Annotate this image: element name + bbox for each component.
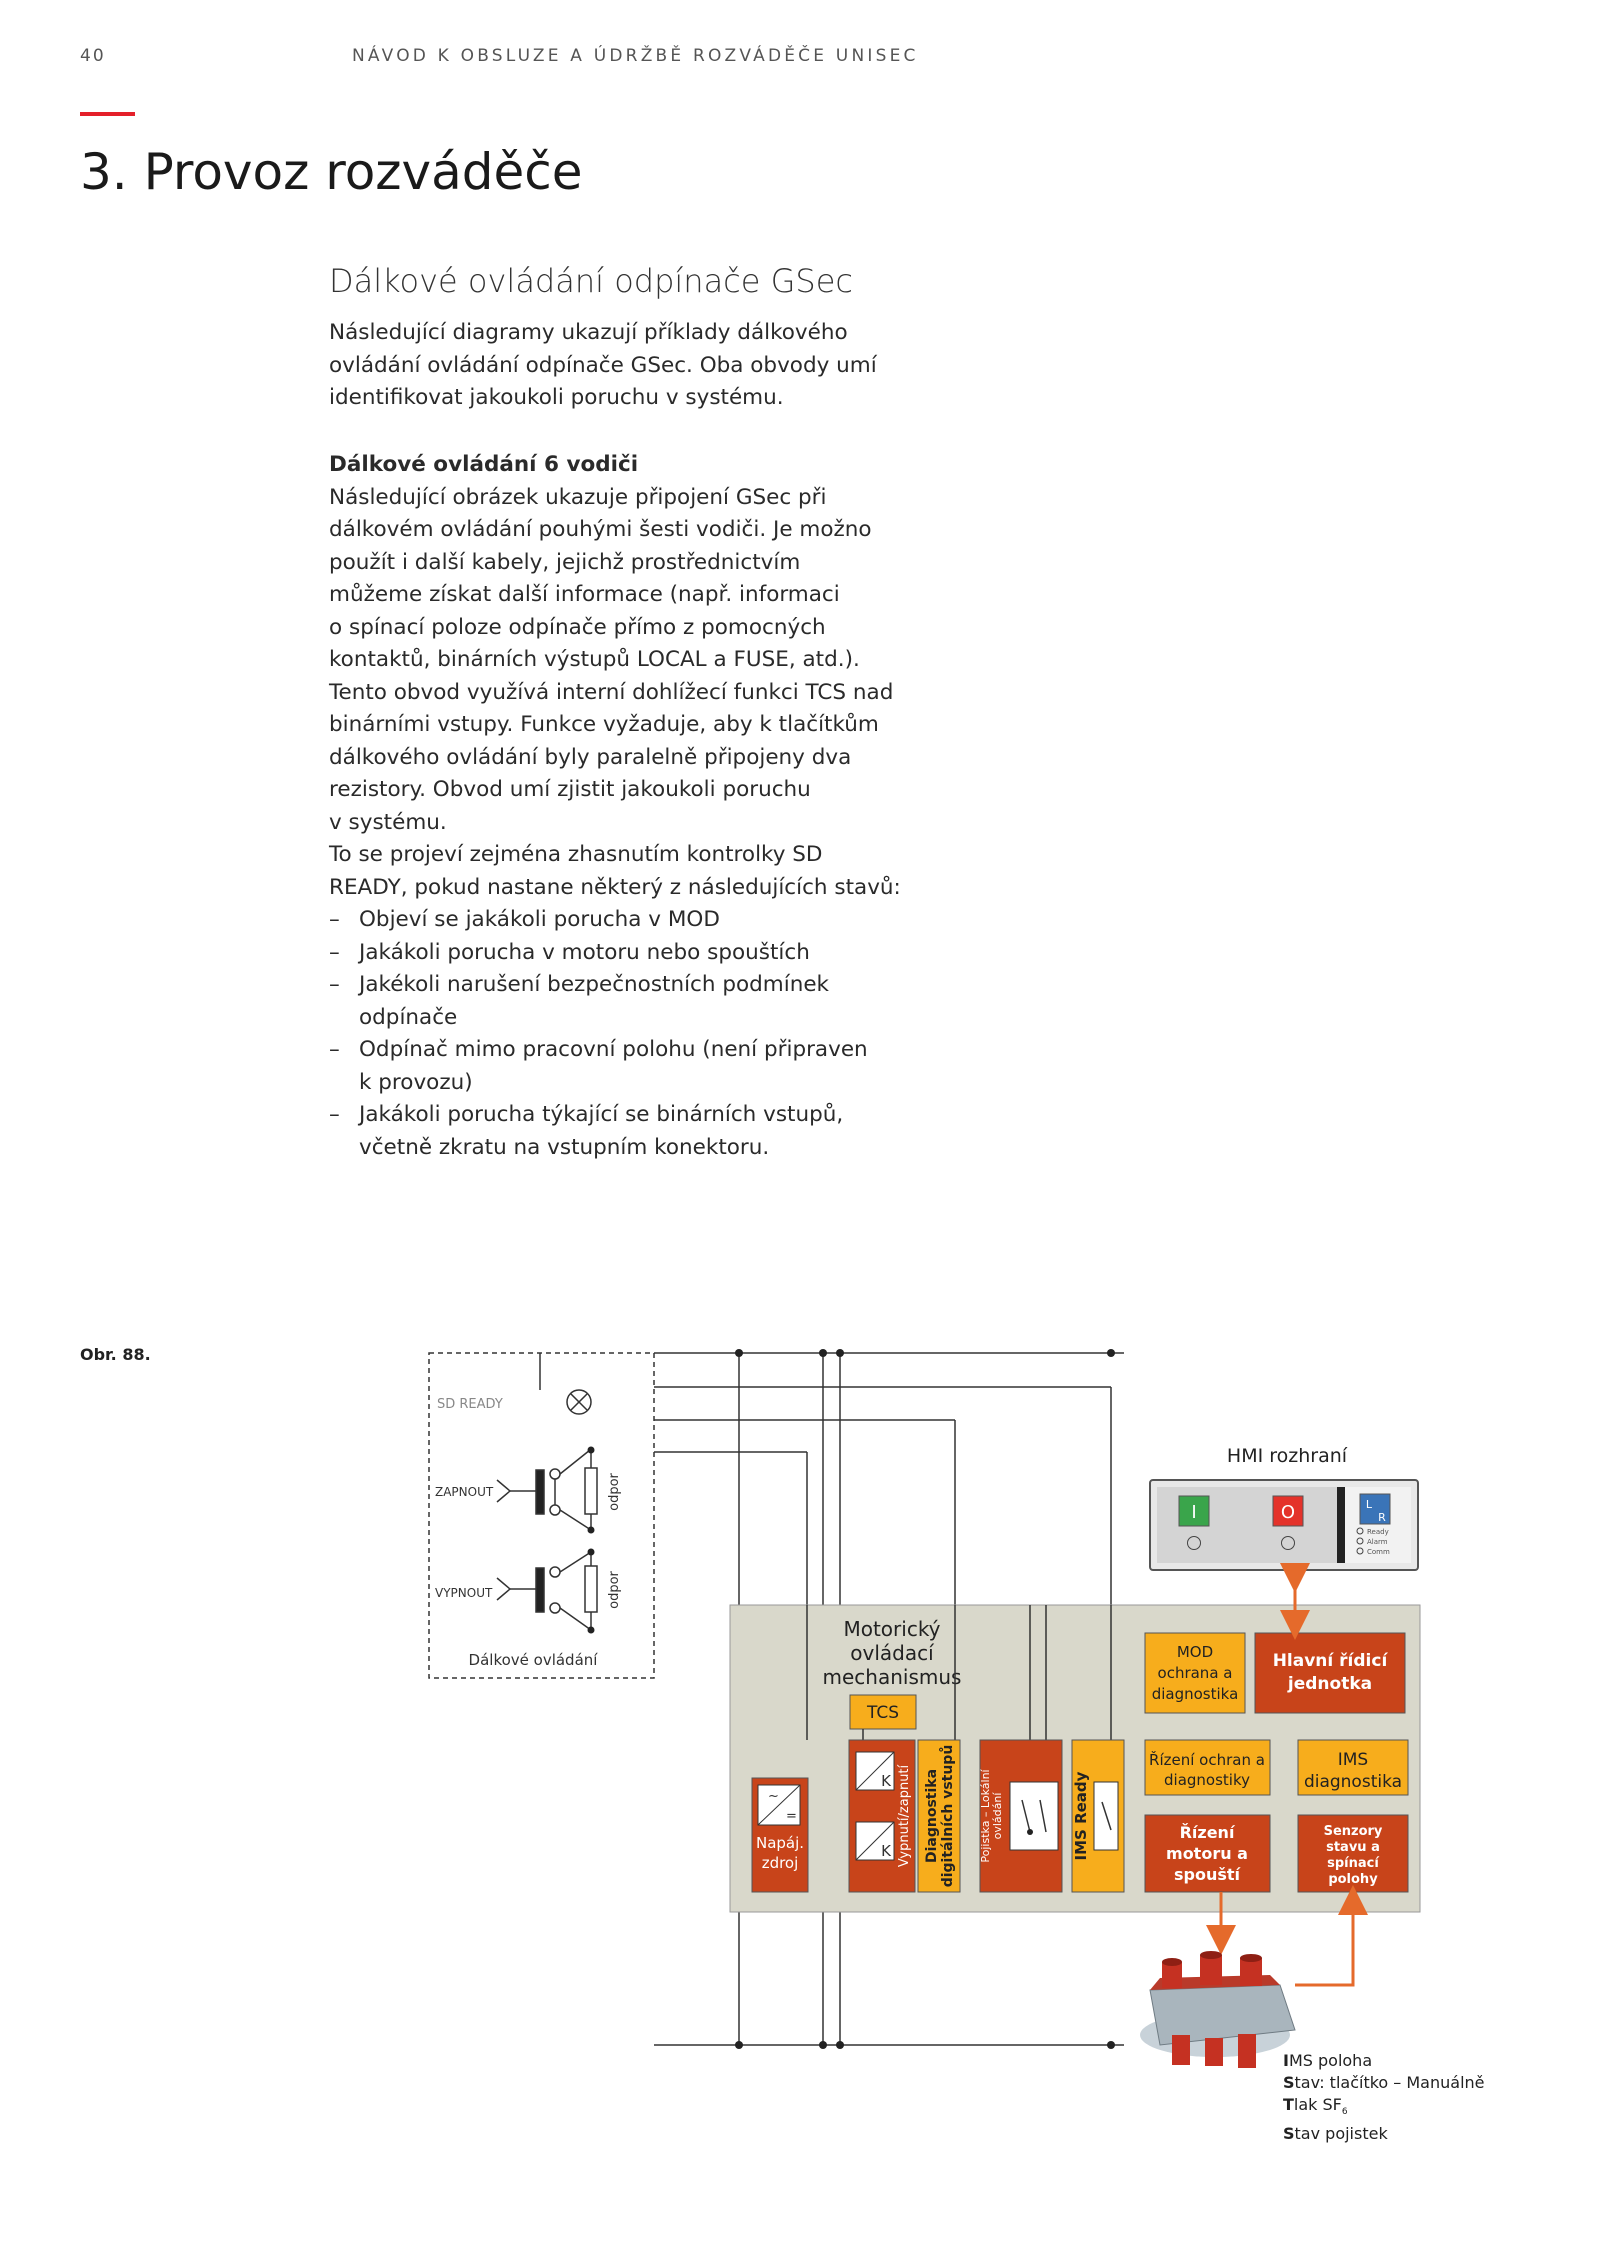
vypnout-pushbutton-icon (497, 1567, 560, 1613)
legend-line: IMS poloha (1283, 2051, 1373, 2070)
body-line: Tento obvod využívá interní dohlížecí funkci TCS nad (329, 679, 894, 705)
mod-title: ovládací (850, 1641, 934, 1665)
digital-input-diag-label: digitálních vstupů (940, 1744, 956, 1888)
body-line: dálkovém ovládání pouhými šesti vodiči. Je možno (329, 517, 872, 542)
body-line: kontaktů, binárních výstupů LOCAL a FUSE, atd.). (329, 647, 860, 672)
mod-title: Motorický (843, 1617, 941, 1641)
ims-ready-label: IMS Ready (1072, 1771, 1090, 1861)
resistor-icon (585, 1566, 597, 1612)
protection-control-label: diagnostiky (1164, 1771, 1250, 1789)
zapnout-label: ZAPNOUT (435, 1485, 494, 1499)
relay-icon (856, 1822, 894, 1860)
legend-line: Stav: tlačítko – Manuálně (1283, 2073, 1485, 2092)
body-line: To se projeví zejména zhasnutím kontrolky SD (329, 842, 823, 867)
motor-control-label: Řízení (1179, 1823, 1235, 1842)
resistor-icon (585, 1468, 597, 1514)
sensors-label: stavu a (1326, 1840, 1380, 1855)
chapter-title: 3. Provoz rozváděče (80, 143, 583, 201)
page-number: 40 (80, 46, 106, 66)
legend-line: Stav pojistek (1283, 2124, 1388, 2144)
ims-legend (1283, 2050, 1485, 2145)
svg-text:K: K (881, 1842, 891, 1860)
hmi-led-label: Alarm (1367, 1538, 1388, 1546)
legend-line: Tlak $SF_6$ (1283, 2095, 1348, 2118)
sensors-label: polohy (1328, 1872, 1378, 1887)
sd-ready-label: SD READY (437, 1397, 503, 1412)
psu-label: zdroj (761, 1854, 799, 1872)
svg-text:O: O (1280, 1502, 1296, 1523)
body-line: dálkového ovládání byly paralelně připojeny dva (329, 744, 852, 770)
ac-symbol: ~ (768, 1789, 779, 1804)
odpor-label: odpor (607, 1473, 622, 1511)
hmi-local-remote-switch (1360, 1494, 1390, 1524)
body-line: o spínací poloze odpínače přímo z pomocných (329, 614, 826, 640)
hmi-led-label: Comm (1367, 1548, 1390, 1556)
sensors-label: spínací (1327, 1856, 1379, 1871)
gsec-switch-disconnector-image (1140, 1951, 1295, 2068)
main-control-unit-label: Hlavní řídicí (1272, 1651, 1388, 1671)
running-title: NÁVOD K OBSLUZE A ÚDRŽBĚ ROZVÁDĚČE UNISEC (352, 46, 919, 66)
body-line: v systému. (329, 809, 447, 835)
hmi-led-label: Ready (1367, 1528, 1389, 1536)
motor-control-label: spouští (1173, 1865, 1241, 1884)
svg-text:L: L (1365, 1498, 1373, 1511)
mod-protection-label: MOD (1176, 1643, 1214, 1661)
remote-wiring (540, 1353, 591, 1630)
svg-text:R: R (1378, 1511, 1386, 1524)
mod-protection-label: ochrana a (1157, 1664, 1233, 1682)
hmi-title: HMI rozhraní (1226, 1445, 1348, 1467)
mod-protection-label: diagnostika (1151, 1685, 1239, 1703)
ims-diag-label: IMS (1337, 1750, 1369, 1770)
figure-label: Obr. 88. (80, 1345, 151, 1364)
sensors-label: Senzory (1323, 1824, 1383, 1839)
list-item: – Jakékoli narušení bezpečnostních podmínek odpínače (329, 969, 929, 1034)
relay-icon (856, 1752, 894, 1790)
psu-label: Napáj. (755, 1834, 805, 1852)
list-item: – Odpínač mimo pracovní polohu (není připraven k provozu) (329, 1034, 929, 1099)
trip-close-label: Vypnutí/zapnutí (897, 1764, 912, 1868)
mod-title: mechanismus (822, 1665, 962, 1689)
main-control-unit-block (1255, 1633, 1405, 1713)
body-line: READY, pokud nastane některý z následujících stavů: (329, 874, 901, 900)
tcs-label: TCS (866, 1703, 900, 1723)
protection-control-label: Řízení ochran a (1149, 1751, 1265, 1769)
subsection-title: Dálkové ovládání 6 vodiči (329, 452, 639, 477)
svg-text:I: I (1191, 1502, 1197, 1523)
dc-symbol: = (786, 1809, 797, 1824)
zapnout-pushbutton-icon (497, 1469, 560, 1515)
intro-line: Následující diagramy ukazují příklady dálkového (329, 320, 848, 345)
hmi-off-button (1273, 1496, 1303, 1526)
fuse-local-label: Pojistka – Lokální (979, 1769, 992, 1863)
hmi-on-button (1179, 1496, 1209, 1526)
body-line: můžeme získat další informace (např. informaci (329, 582, 840, 607)
lamp-icon (567, 1390, 591, 1414)
svg-text:K: K (881, 1772, 891, 1790)
body-line: rezistory. Obvod umí zjistit jakoukoli poruchu (329, 777, 811, 802)
junction-dots (588, 1447, 595, 1634)
list-item: – Jakákoli porucha týkající se binárních vstupů, včetně zkratu na vstupním konektoru. (329, 1099, 929, 1164)
body-line: použít i další kabely, jejichž prostřednictvím (329, 549, 801, 575)
list-item: – Jakákoli porucha v motoru nebo spouštích (329, 937, 929, 970)
intro-line: ovládání ovládání odpínače GSec. Oba obvody umí (329, 352, 877, 378)
main-control-unit-label: jednotka (1287, 1674, 1373, 1694)
intro-line: identifikovat jakoukoli poruchu v systému. (329, 385, 784, 410)
odpor-label: odpor (607, 1571, 622, 1609)
remote-caption: Dálkové ovládání (468, 1651, 598, 1669)
list-item: – Objeví se jakákoli porucha v MOD (329, 904, 929, 937)
body-line: Následující obrázek ukazuje připojení GSec při (329, 484, 827, 510)
fuse-local-label: ovládání (991, 1792, 1004, 1840)
switch-icon (1010, 1782, 1058, 1850)
body-line: binárními vstupy. Funkce vyžaduje, aby k tlačítkům (329, 712, 879, 737)
ims-diag-label: diagnostika (1303, 1772, 1403, 1792)
switch-icon (1094, 1782, 1118, 1850)
section-title: Dálkové ovládání odpínače GSec (329, 262, 854, 300)
vypnout-label: VYPNOUT (435, 1586, 493, 1600)
motor-control-label: motoru a (1166, 1844, 1248, 1863)
digital-input-diag-label: Diagnostika (924, 1768, 940, 1864)
